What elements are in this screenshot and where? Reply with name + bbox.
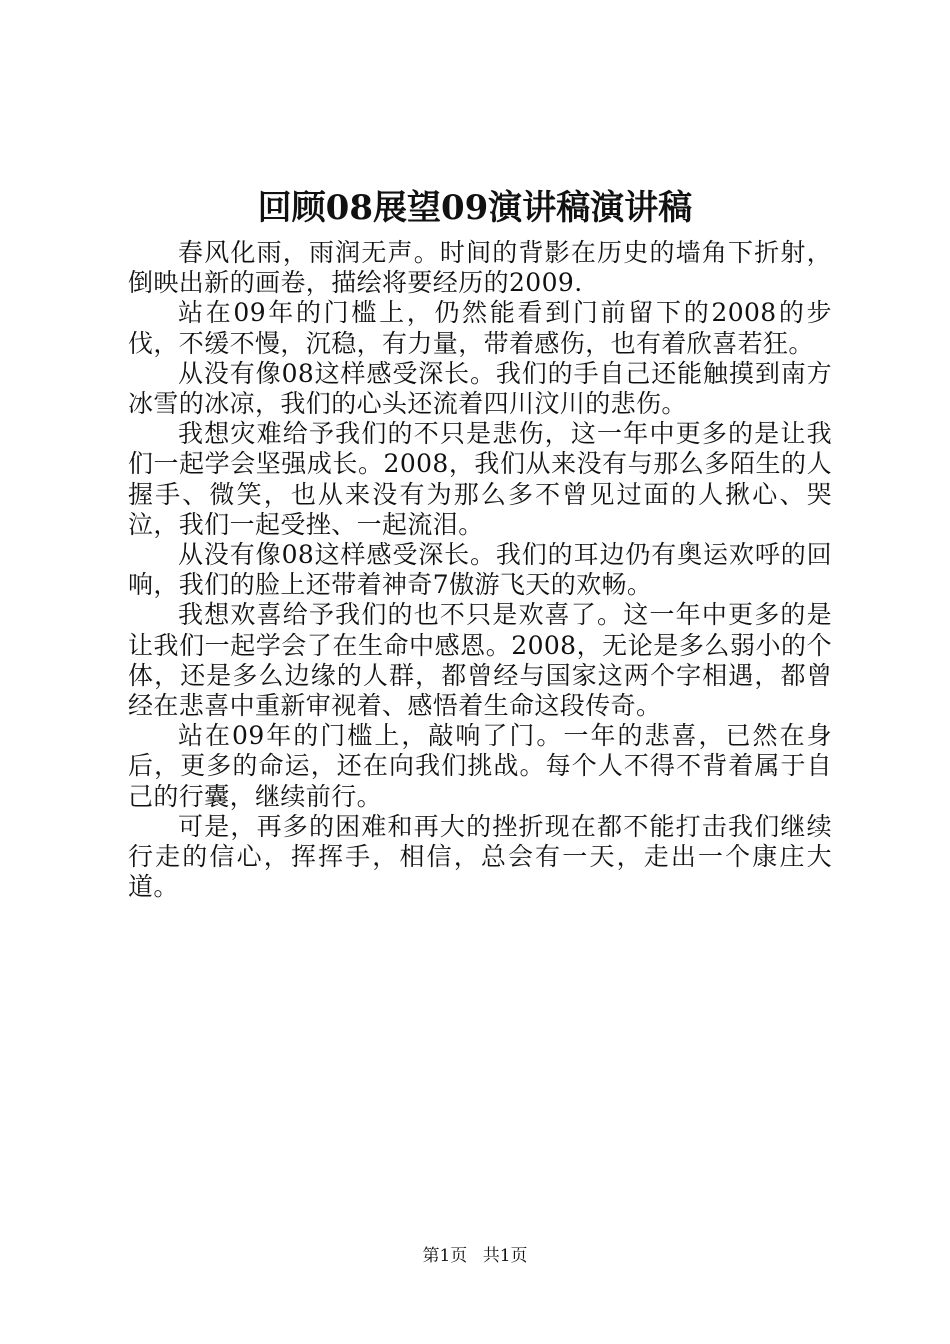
paragraph-4: 我想灾难给予我们的不只是悲伤，这一年中更多的是让我们一起学会坚强成长。2008，我们从来没有与那么多陌生的人握手、微笑，也从来没有为那么多不曾见过面的人揪心、哭泣，我们一起受挫、一起流泪。 bbox=[128, 419, 832, 539]
page-number: 第1页 bbox=[422, 1246, 468, 1266]
paragraph-8: 可是，再多的困难和再大的挫折现在都不能打击我们继续行走的信心，挥挥手，相信，总会有一天，走出一个康庄大道。 bbox=[128, 811, 832, 902]
paragraph-2: 站在09年的门槛上，仍然能看到门前留下的2008的步伐，不缓不慢，沉稳，有力量，带着感伤，也有着欣喜若狂。 bbox=[128, 298, 832, 358]
paragraph-3: 从没有像08这样感受深长。我们的手自己还能触摸到南方冰雪的冰凉，我们的心头还流着四川汶川的悲伤。 bbox=[128, 358, 832, 419]
page-total: 共1页 bbox=[482, 1246, 528, 1266]
page-footer bbox=[0, 1244, 950, 1268]
paragraph-7: 站在09年的门槛上，敲响了门。一年的悲喜，已然在身后，更多的命运，还在向我们挑战。每个人不得不背着属于自己的行囊，继续前行。 bbox=[128, 721, 832, 811]
document-title: 回顾08展望09演讲稿演讲稿 bbox=[257, 188, 693, 228]
paragraph-5: 从没有像08这样感受深长。我们的耳边仍有奥运欢呼的回响，我们的脸上还带着神奇7傲游飞天的欢畅。 bbox=[128, 540, 832, 600]
document-body bbox=[128, 238, 832, 902]
paragraph-6: 我想欢喜给予我们的也不只是欢喜了。这一年中更多的是让我们一起学会了在生命中感恩。2008，无论是多么弱小的个体，还是多么边缘的人群，都曾经与国家这两个字相遇，都曾经在悲喜中重新审视着、感悟着生命这段传奇。 bbox=[128, 600, 832, 721]
paragraph-1: 春风化雨，雨润无声。时间的背影在历史的墙角下折射，倒映出新的画卷，描绘将要经历的2009. bbox=[128, 238, 832, 298]
